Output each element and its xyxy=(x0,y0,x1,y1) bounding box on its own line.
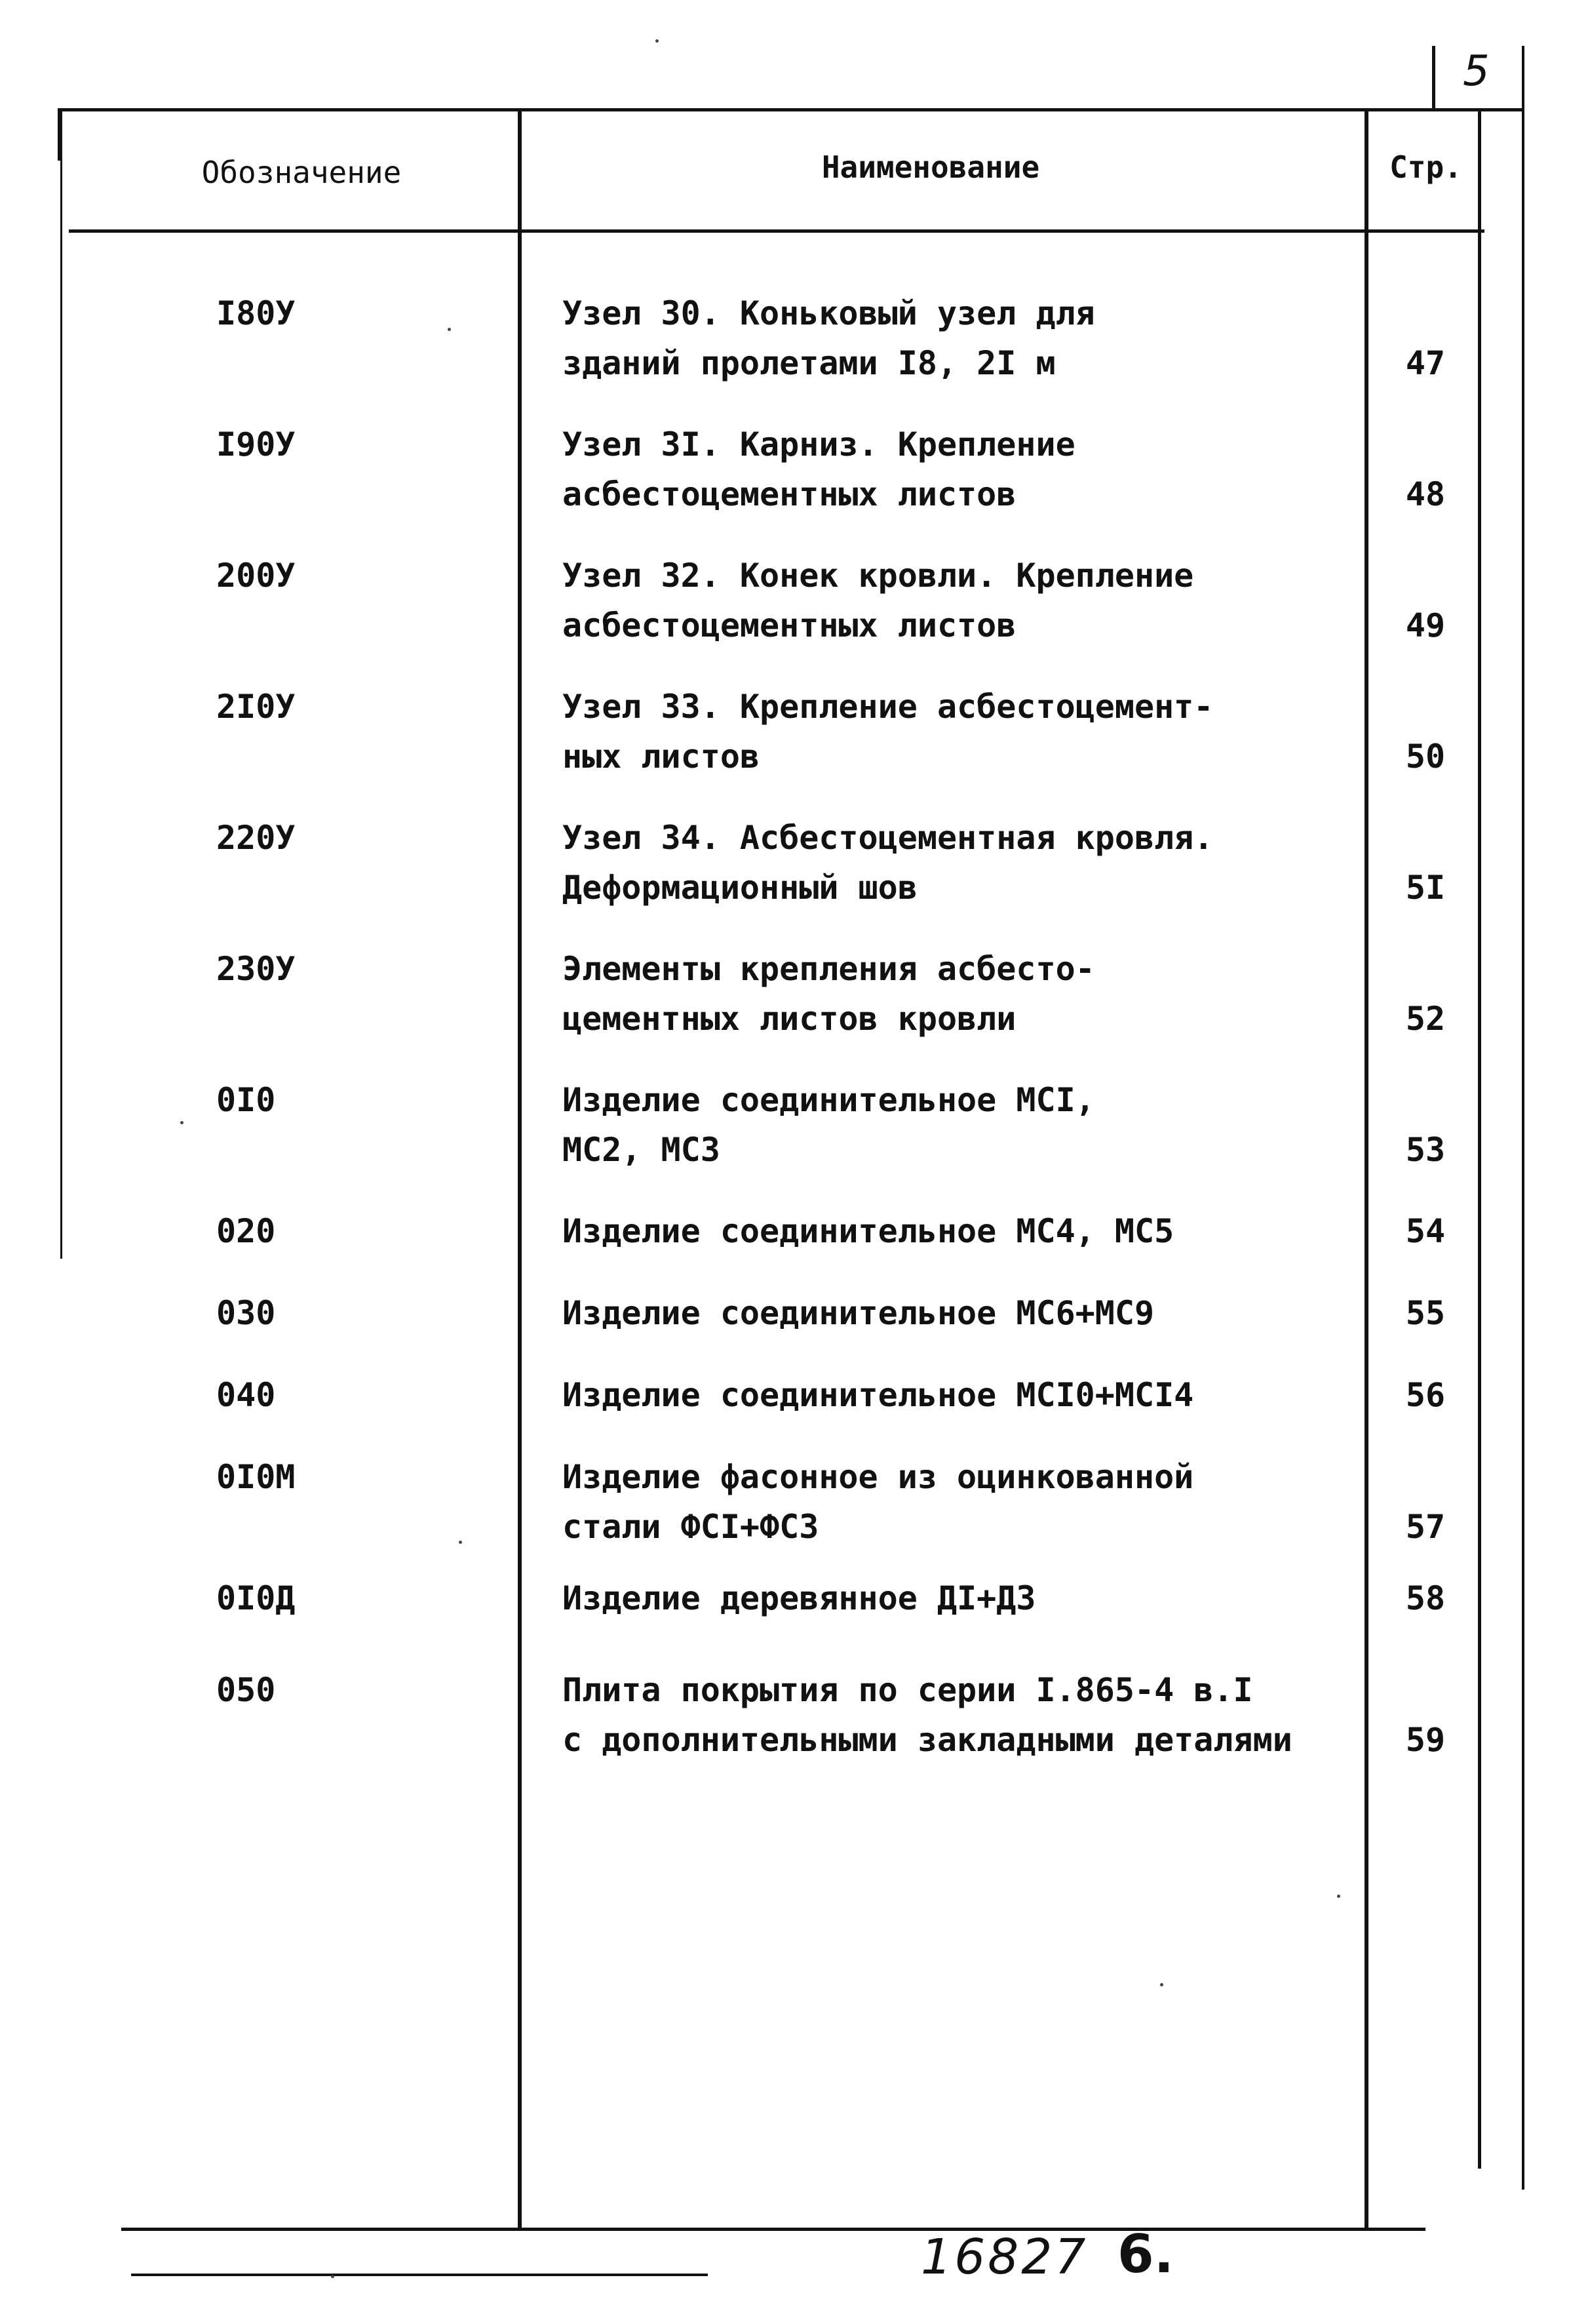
row-designation: 0I0 xyxy=(216,1081,276,1119)
left-margin-line xyxy=(60,111,62,1259)
row-designation: 020 xyxy=(216,1212,276,1250)
column-divider-name-page xyxy=(1365,110,1368,2229)
row-name-line: зданий пролетами I8, 2I м xyxy=(562,344,1056,382)
row-page-number: 50 xyxy=(1405,738,1446,776)
row-page-number: 47 xyxy=(1405,344,1446,382)
header-page: Стр. xyxy=(1389,149,1462,185)
row-name-line: Изделие соединительное МС6+МС9 xyxy=(562,1294,1155,1332)
column-divider-code-name xyxy=(518,110,522,2229)
row-designation: I90У xyxy=(216,425,296,463)
row-designation: 0I0Д xyxy=(216,1579,296,1617)
stamp-suffix: 6. xyxy=(1117,2224,1174,2285)
scan-speck xyxy=(331,2275,334,2278)
scan-speck xyxy=(1160,1983,1163,1986)
row-page-number: 56 xyxy=(1405,1376,1446,1414)
row-designation: I80У xyxy=(216,294,296,332)
scan-speck xyxy=(180,1121,184,1124)
right-border-outer xyxy=(1522,46,1524,2190)
row-name-line: Узел 32. Конек кровли. Крепление xyxy=(562,557,1194,595)
row-page-number: 59 xyxy=(1405,1721,1446,1759)
row-name-line: Изделие соединительное МСI, xyxy=(562,1081,1095,1119)
scan-speck xyxy=(448,328,451,331)
header-name: Наименование xyxy=(821,149,1040,185)
row-name-line: Узел 3I. Карниз. Крепление xyxy=(562,425,1075,463)
sheet-number: 5 xyxy=(1463,47,1490,96)
table-bottom-border xyxy=(121,2228,1425,2231)
row-page-number: 48 xyxy=(1405,475,1446,513)
header-designation: Обозначение xyxy=(201,155,402,190)
row-name-line: Плита покрытия по серии I.865-4 в.I xyxy=(562,1671,1253,1709)
sheet-number-box-left xyxy=(1432,46,1435,108)
row-name-line: Узел 34. Асбестоцементная кровля. xyxy=(562,819,1214,857)
row-name-line: ных листов xyxy=(562,738,760,776)
row-designation: 2I0У xyxy=(216,688,296,726)
row-name-line: цементных листов кровли xyxy=(562,1000,1017,1038)
row-designation: 200У xyxy=(216,557,296,595)
scan-speck xyxy=(1337,1895,1340,1898)
row-designation: 0I0М xyxy=(216,1458,296,1496)
scan-speck xyxy=(459,1541,462,1544)
scan-speck xyxy=(655,39,659,43)
row-page-number: 57 xyxy=(1405,1508,1446,1546)
row-designation: 230У xyxy=(216,950,296,988)
table-top-border xyxy=(58,108,1524,111)
row-designation: 050 xyxy=(216,1671,276,1709)
row-name-line: МС2, МС3 xyxy=(562,1131,720,1169)
row-designation: 030 xyxy=(216,1294,276,1332)
row-page-number: 5I xyxy=(1405,869,1446,907)
row-designation: 040 xyxy=(216,1376,276,1414)
row-name-line: асбестоцементных листов xyxy=(562,475,1017,513)
row-name-line: асбестоцементных листов xyxy=(562,606,1017,644)
row-name-line: Изделие фасонное из оцинкованной xyxy=(562,1458,1194,1496)
row-page-number: 49 xyxy=(1405,606,1446,644)
row-page-number: 55 xyxy=(1405,1294,1446,1332)
row-name-line: Узел 33. Крепление асбестоцемент- xyxy=(562,688,1214,726)
row-name-line: Деформационный шов xyxy=(562,869,918,907)
row-name-line: Изделие соединительное МС4, МС5 xyxy=(562,1212,1174,1250)
row-name-line: Изделие соединительное МСI0+МСI4 xyxy=(562,1376,1194,1414)
row-name-line: Элементы крепления асбесто- xyxy=(562,950,1095,988)
row-name-line: стали ФСI+ФС3 xyxy=(562,1508,819,1546)
row-designation: 220У xyxy=(216,819,296,857)
row-page-number: 54 xyxy=(1405,1212,1446,1250)
row-page-number: 58 xyxy=(1405,1579,1446,1617)
row-name-line: с дополнительными закладными деталями xyxy=(562,1721,1292,1759)
row-page-number: 52 xyxy=(1405,1000,1446,1038)
row-name-line: Узел 30. Коньковый узел для xyxy=(562,294,1095,332)
stamp-number: 16827 xyxy=(921,2229,1089,2285)
footer-rule xyxy=(131,2274,708,2276)
header-bottom-border xyxy=(69,229,1484,233)
row-name-line: Изделие деревянное ДI+Д3 xyxy=(562,1579,1036,1617)
row-page-number: 53 xyxy=(1405,1131,1446,1169)
column-divider-page-edge xyxy=(1478,110,1481,2169)
